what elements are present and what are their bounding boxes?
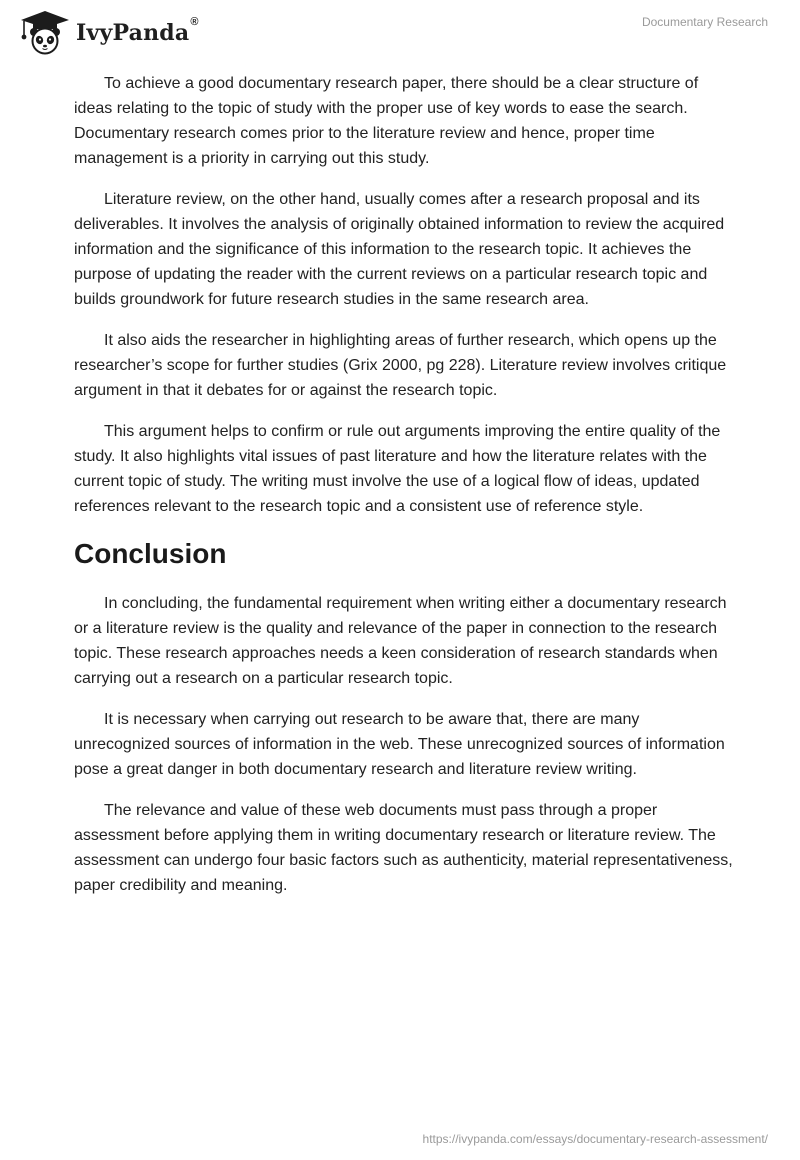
document-title: Documentary Research — [641, 15, 768, 29]
paragraph: Literature review, on the other hand, usually comes after a research proposal and its deliverables. It involves the analysis of originally obtained information to review the acquired information and the significance of this information to the research topic. It achieves the purpose of updating the reader with the current reviews on a particular research topic and builds groundwork for future research studies in the same research area. — [74, 191, 725, 308]
panda-graduate-icon — [14, 8, 74, 56]
brand-name: IvyPanda® — [76, 16, 199, 46]
paragraph: The relevance and value of these web documents must pass through a proper assessment before applying them in writing documentary research or literature review. The assessment can undergo four basic factors such as authenticity, material representativeness, paper credibility and meaning. — [74, 802, 733, 894]
paragraph: It also aids the researcher in highlighting areas of further research, which opens up the researcher’s scope for further studies (Grix 2000, pg 228). Literature review involves critique argument in that it debates for or against the research topic. — [74, 332, 727, 399]
conclusion-heading: Conclusion — [74, 538, 227, 569]
essay-body — [74, 71, 734, 914]
registered-mark: ® — [190, 16, 199, 28]
page-header — [0, 0, 800, 60]
ivypanda-logo[interactable] — [14, 8, 199, 56]
source-url[interactable]: https://ivypanda.com/essays/documentary-research-assessment/ — [422, 1132, 768, 1146]
paragraph: This argument helps to confirm or rule out arguments improving the entire quality of the study. It also highlights vital issues of past literature and how the literature relates with the current topic of study. The writing must involve the use of a logical flow of ideas, updated references relevant to the research topic and a consistent use of reference style. — [74, 423, 721, 515]
paragraph: To achieve a good documentary research paper, there should be a clear structure of ideas relating to the topic of study with the proper use of key words to ease the search. Documentary research comes prior to the literature review and hence, proper time management is a priority in carrying out this study. — [74, 75, 699, 167]
paragraph: It is necessary when carrying out research to be aware that, there are many unrecognized sources of information in the web. These unrecognized sources of information pose a great danger in both documentary research and literature review writing. — [74, 711, 725, 778]
paragraph: In concluding, the fundamental requirement when writing either a documentary research or a literature review is the quality and relevance of the paper in connection to the research topic. These research approaches needs a keen consideration of research standards when carrying out a research on a particular research topic. — [74, 595, 727, 687]
